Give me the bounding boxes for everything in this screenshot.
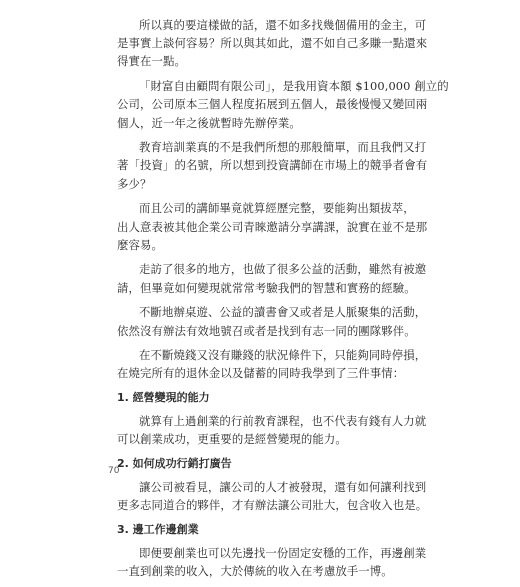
text-line: 而且公司的講師畢竟就算經歷完整，要能夠出類拔萃，	[139, 201, 415, 216]
text-line: 請，但畢竟如何變現就常常考驗我們的智慧和實務的經驗。	[117, 280, 416, 295]
text-line: 就算有上過創業的行前教育課程，也不代表有錢有人力就	[139, 414, 427, 429]
section-heading: 1. 經營變現的能力	[117, 391, 210, 405]
text-line: 讓公司被看見，讓公司的人才被發現，還有如何讓利找到	[139, 480, 427, 495]
text-line: 得實在一點。	[117, 54, 186, 69]
text-line: 教育培訓業真的不是我們所想的那般簡單，而且我們又打	[139, 140, 427, 155]
paragraph	[117, 138, 428, 193]
body-text	[117, 16, 449, 587]
text-line: 依然沒有辦法有效地號召或者是找到有志一同的團隊夥伴。	[117, 323, 416, 338]
text-line: 在燒完所有的退休金以及儲蓄的同時我學到了三件事情：	[117, 366, 405, 381]
text-line: 是事實上談何容易？所以與其如此，還不如自己多賺一點還來	[117, 36, 428, 51]
section-heading: 2. 如何成功行銷打廣告	[117, 457, 232, 471]
text-line: 更多志同道合的夥伴，才有辦法讓公司壯大，包含收入也是。	[117, 498, 428, 513]
paragraph	[117, 303, 427, 339]
paragraph	[117, 346, 427, 382]
text-line: 不斷地辦桌遊、公益的讀書會又或者是人脈聚集的活動，	[139, 305, 427, 320]
text-line: 公司，公司原本三個人程度拓展到五個人，最後慢慢又變回兩	[117, 97, 428, 112]
paragraph	[117, 544, 427, 580]
paragraph	[117, 478, 428, 514]
text-line: 可以創業成功，更重要的是經營變現的能力。	[117, 432, 347, 447]
text-line: 所以真的要這樣做的話，還不如多找幾個備用的金主，可	[139, 18, 427, 32]
text-line: 「財富自由顧問有限公司」，是我用資本額 $100,000 創立的	[139, 79, 449, 94]
text-line: 多少？	[117, 176, 152, 191]
paragraph	[117, 260, 427, 296]
paragraph	[117, 199, 428, 254]
paragraph	[117, 16, 428, 71]
text-line: 走訪了很多的地方，也做了很多公益的活動，雖然有被邀	[139, 262, 427, 277]
text-line: 麼容易。	[117, 237, 163, 252]
paragraph	[117, 77, 449, 132]
text-line: 著「投資」的名號，所以想到投資講師在市場上的競爭者會有	[117, 158, 428, 173]
section-heading: 3. 邊工作邊創業	[117, 522, 199, 536]
text-line: 即便要創業也可以先邊找一份固定安穩的工作，再邊創業	[139, 545, 427, 560]
text-line: 出人意表被其他企業公司青睞邀請分享講課，說實在並不是那	[117, 219, 428, 234]
text-line: 在不斷燒錢又沒有賺錢的狀況條件下，只能夠同時停損，	[139, 348, 427, 363]
text-line: 個人，近一年之後就暫時先辦停業。	[117, 115, 301, 130]
page-number: 70	[108, 466, 120, 476]
text-line: 一直到創業的收入，大於傳統的收入在考慮放手一博。	[117, 564, 393, 579]
paragraph	[117, 412, 427, 448]
